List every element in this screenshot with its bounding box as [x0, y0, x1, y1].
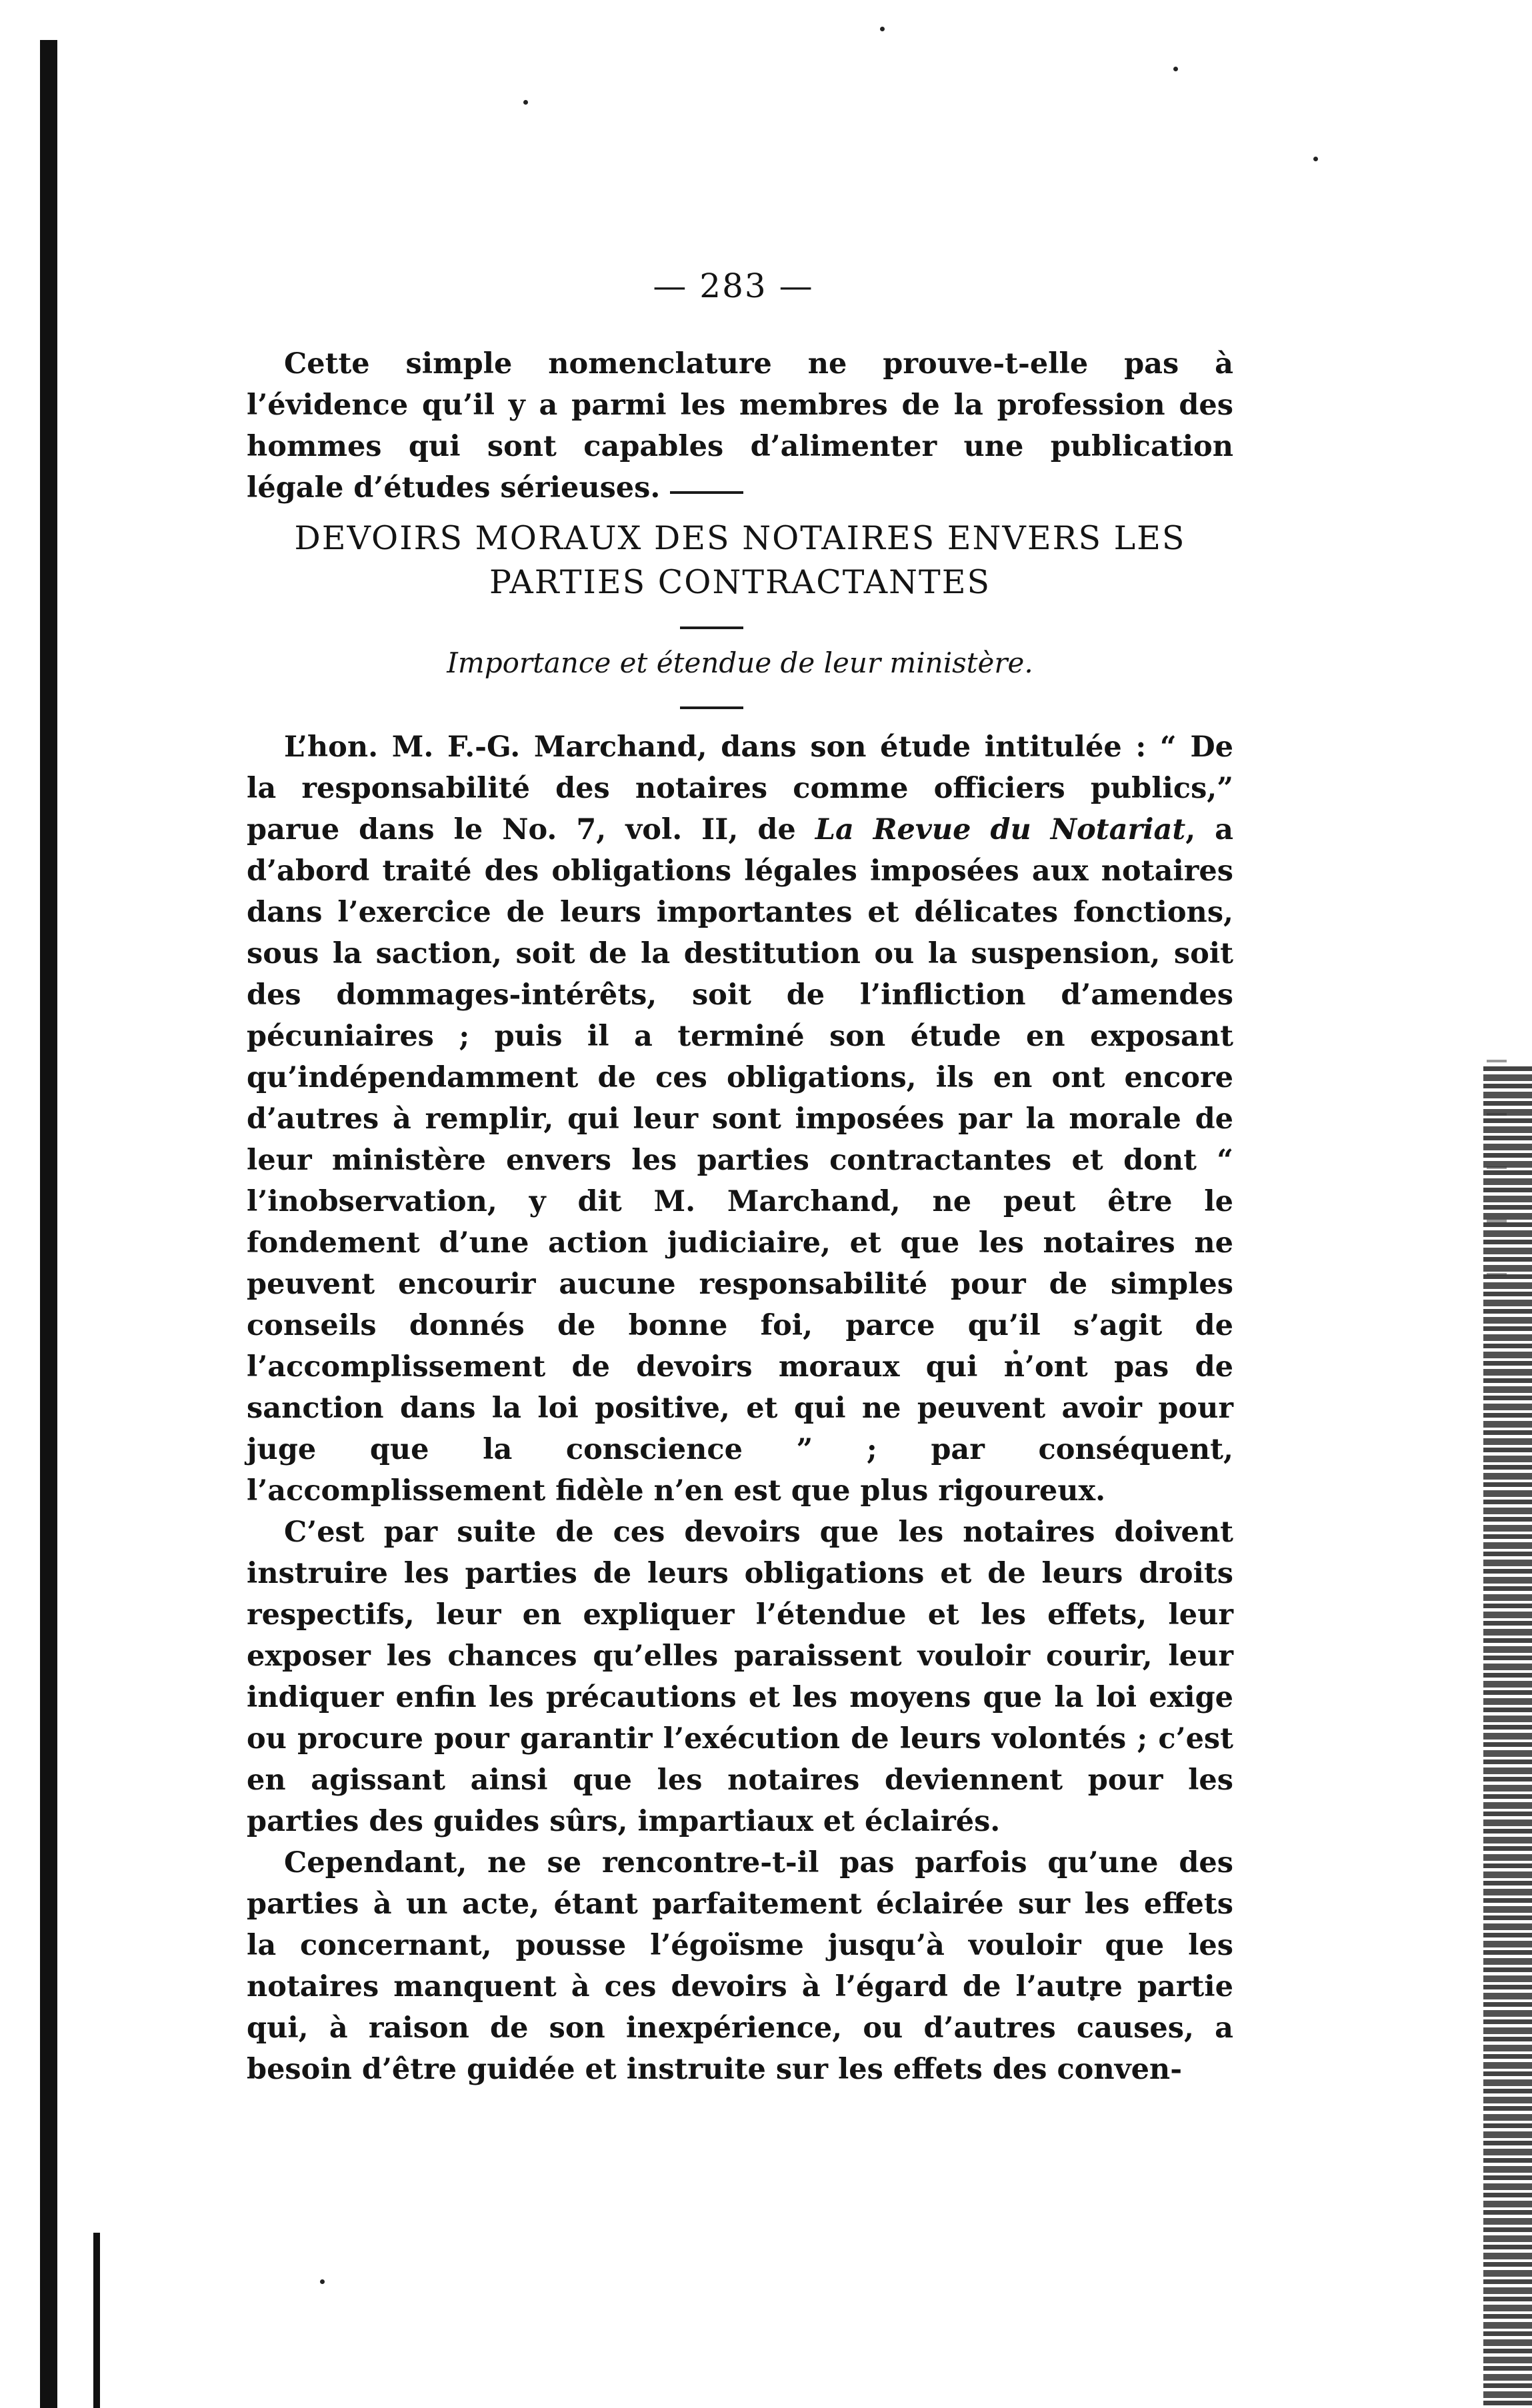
intro-paragraph	[247, 343, 1233, 509]
section-heading	[240, 517, 1240, 604]
body-text	[247, 726, 1233, 2090]
scan-right-edge-speckle	[1487, 1033, 1507, 1300]
section-heading-line2: PARTIES CONTRACTANTES	[489, 563, 991, 601]
scan-speck	[320, 2279, 325, 2284]
scan-speck	[1313, 157, 1318, 161]
section-rule-bottom	[680, 706, 743, 709]
section-heading-line1: DEVOIRS MORAUX DES NOTAIRES ENVERS LES	[294, 519, 1186, 557]
paragraph-devoirs: C’est par suite de ces devoirs que les notaires doivent instruire les parties de leurs obligations et de leurs droits respectifs, leur en expliquer l’étendue et les effets, leur exposer les chances qu’elles paraissent vouloir courir, leur indiquer enfin les précautions et les moyens que la loi exige ou procure pour garantir l’exécution de leurs volontés ; c’est en agissant ainsi que les notaires deviennent pour les parties des guides sûrs, impartiaux et éclairés.	[247, 1516, 1233, 1838]
intro-text: Cette simple nomenclature ne prouve-t-elle pas à l’évidence qu’il y a parmi les membres de la profession des hommes qui sont capables d’alimenter une publication légale d’études sérieuses.	[247, 347, 1233, 505]
page-number: — 283 —	[653, 267, 814, 305]
revue-title: La Revue du Notariat	[815, 813, 1186, 846]
scan-left-edge-shadow	[40, 40, 57, 2408]
section-rule-top	[670, 491, 743, 494]
paragraph-cependant: Cependant, ne se rencontre-t-il pas parfois qu’une des parties à un acte, étant parfaitement éclairée sur les effets la concernant, pousse l’égoïsme jusqu’à vouloir que les notaires manquent à ces devoirs à l’égard de l’autre partie qui, à raison de son inexpérience, ou d’autres causes, a besoin d’être guidée et instruite sur les effets des conven-	[247, 1846, 1233, 2086]
paragraph-marchand-part1: L’hon. M. F.-G. Marchand, dans son étude intitulée : “ De la responsabilité des notaires comme officiers publics,” parue dans le No. 7, vol. II, de	[247, 730, 1233, 846]
scan-speck	[880, 27, 885, 31]
section-rule-middle	[680, 626, 743, 629]
scan-speck	[1173, 67, 1178, 71]
paragraph-marchand-part2: , a d’abord traité des obligations légales imposées aux notaires dans l’exercice de leurs importantes et délicates fonctions, sous la saction, soit de la destitution ou la suspension, soit des dommages-intérêts, soit de l’infliction d’amendes pécuniaires ; puis il a terminé son étude en exposant qu’indépendamment de ces obligations, ils en ont encore d’autres à remplir, qui leur sont imposées par la morale de leur ministère envers les parties contractantes et dont “ l’inobservation, y dit M. Marchand, ne peut être le fondement d’une action judiciaire, et que les notaires ne peuvent encourir aucune responsabilité pour de simples conseils donnés de bonne foi, parce qu’il s’agit de l’accomplissement de devoirs moraux qui n’ont pas de sanction dans la loi positive, et qui ne peuvent avoir pour juge que la conscience ” ; par conséquent, l’accomplissement fidèle n’en est que plus rigoureux.	[247, 813, 1233, 1508]
paragraph-marchand	[247, 726, 1233, 1512]
scan-left-edge-mark	[93, 2233, 100, 2408]
section-subheading: Importance et étendue de leur ministère.	[447, 646, 1033, 679]
scan-speck	[523, 100, 528, 105]
